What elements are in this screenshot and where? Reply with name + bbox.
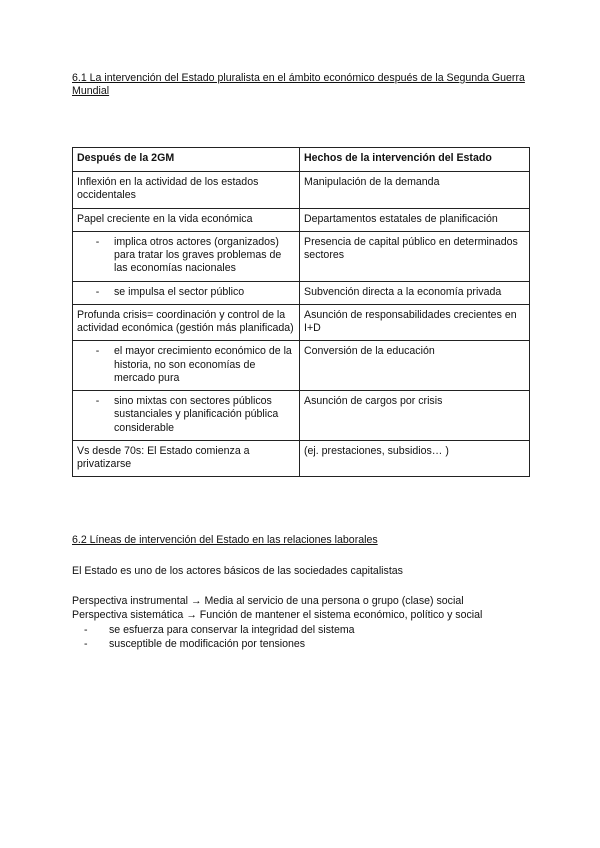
- table-cell-left: Vs desde 70s: El Estado comienza a privatizarse: [73, 440, 300, 476]
- table-cell-right: Asunción de responsabilidades crecientes en I+D: [300, 304, 530, 340]
- table-cell-left: Inflexión en la actividad de los estados occidentales: [73, 172, 300, 208]
- list-item: [84, 638, 355, 652]
- table-row: [73, 172, 530, 208]
- intervention-table: [72, 147, 530, 477]
- table-cell-right: Presencia de capital público en determinados sectores: [300, 231, 530, 281]
- table-cell-right: Asunción de cargos por crisis: [300, 391, 530, 441]
- table-row: [73, 341, 530, 391]
- cell-text: implica otros actores (organizados) para tratar los graves problemas de las economías nacionales: [114, 235, 282, 275]
- table-cell-right: (ej. prestaciones, subsidios… ): [300, 440, 530, 476]
- section-title-6-2: 6.2 Líneas de intervención del Estado en las relaciones laborales: [72, 534, 378, 546]
- table-cell-right: Subvención directa a la economía privada: [300, 281, 530, 304]
- cell-text: se impulsa el sector público: [114, 285, 245, 298]
- instrumental-perspective: Perspectiva instrumental → Media al servicio de una persona o grupo (clase) social: [72, 595, 464, 607]
- table-row: [73, 231, 530, 281]
- table-cell-left: [73, 391, 300, 441]
- list-item-text: se esfuerza para conservar la integridad del sistema: [109, 624, 355, 636]
- table-cell-right: Departamentos estatales de planificación: [300, 208, 530, 231]
- table-row: [73, 440, 530, 476]
- list-item: [84, 624, 355, 638]
- table-cell-left: [73, 341, 300, 391]
- dash-bullet: -: [95, 395, 100, 408]
- cell-text: el mayor crecimiento económico de la historia, no son economías de mercado pura: [114, 345, 292, 384]
- dash-bullet: -: [95, 345, 100, 358]
- dash-bullet: -: [95, 285, 100, 298]
- table-cell-left: Papel creciente en la vida económica: [73, 208, 300, 231]
- dash-bullet: -: [84, 638, 88, 650]
- table-row: [73, 304, 530, 340]
- dash-bullet: -: [84, 624, 88, 636]
- table-cell-left: [73, 281, 300, 304]
- list-item-text: susceptible de modificación por tensiones: [109, 638, 306, 650]
- header-state-facts: Hechos de la intervención del Estado: [300, 148, 530, 172]
- table-cell-right: Conversión de la educación: [300, 341, 530, 391]
- dash-bullet: -: [95, 235, 100, 248]
- table-cell-right: Manipulación de la demanda: [300, 172, 530, 208]
- table-cell-left: [73, 231, 300, 281]
- table-row: [73, 391, 530, 441]
- table-header-row: [73, 148, 530, 172]
- systematic-bullets: [84, 624, 355, 652]
- cell-text: sino mixtas con sectores públicos sustanciales y planificación pública considerable: [114, 395, 279, 434]
- systematic-perspective: Perspectiva sistemática → Función de mantener el sistema económico, político y social: [72, 609, 483, 621]
- table-row: [73, 208, 530, 231]
- table-cell-left: Profunda crisis= coordinación y control de la actividad económica (gestión más planificada): [73, 304, 300, 340]
- table-row: [73, 281, 530, 304]
- header-after-2gm: Después de la 2GM: [73, 148, 300, 172]
- section-title-6-1: 6.1 La intervención del Estado pluralista en el ámbito económico después de la Segunda Guerra Mundial: [72, 72, 525, 98]
- intro-paragraph: El Estado es uno de los actores básicos de las sociedades capitalistas: [72, 565, 403, 577]
